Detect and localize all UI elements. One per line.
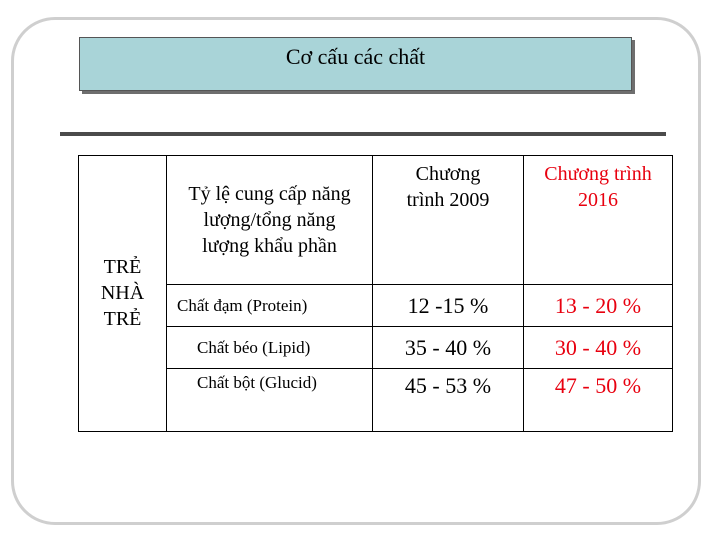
header-program-2009 [373, 156, 524, 285]
table-header-row [79, 156, 673, 285]
header-program-2009-text: Chương trình 2009 [406, 163, 490, 211]
title-box [79, 37, 632, 91]
group-label-line: TRẺ [103, 307, 142, 330]
row-label: Chất đạm (Protein) [167, 285, 373, 327]
header-energy-ratio-text: Tỷ lệ cung cấp năng lượng/tổng năng lượng khẩu phần [188, 183, 351, 257]
slide-title: Cơ cấu các chất [285, 44, 426, 69]
row-label: Chất béo (Lipid) [167, 327, 373, 369]
value-2009: 35 - 40 % [373, 327, 524, 369]
group-label-line: NHÀ [100, 281, 145, 304]
group-label-line: TRẺ [103, 255, 142, 278]
header-program-2016 [524, 156, 673, 285]
divider-line [60, 132, 666, 136]
value-2016: 47 - 50 % [524, 369, 673, 432]
nutrition-table [78, 155, 673, 432]
header-program-2016-text: Chương trình 2016 [544, 163, 652, 211]
value-2009: 45 - 53 % [373, 369, 524, 432]
value-2016: 13 - 20 % [524, 285, 673, 327]
value-2016: 30 - 40 % [524, 327, 673, 369]
row-label: Chất bột (Glucid) [167, 369, 373, 432]
table-row [79, 369, 673, 432]
group-label-cell [79, 156, 167, 432]
value-2009: 12 -15 % [373, 285, 524, 327]
table-row [79, 285, 673, 327]
table-row [79, 327, 673, 369]
header-energy-ratio [167, 156, 373, 285]
